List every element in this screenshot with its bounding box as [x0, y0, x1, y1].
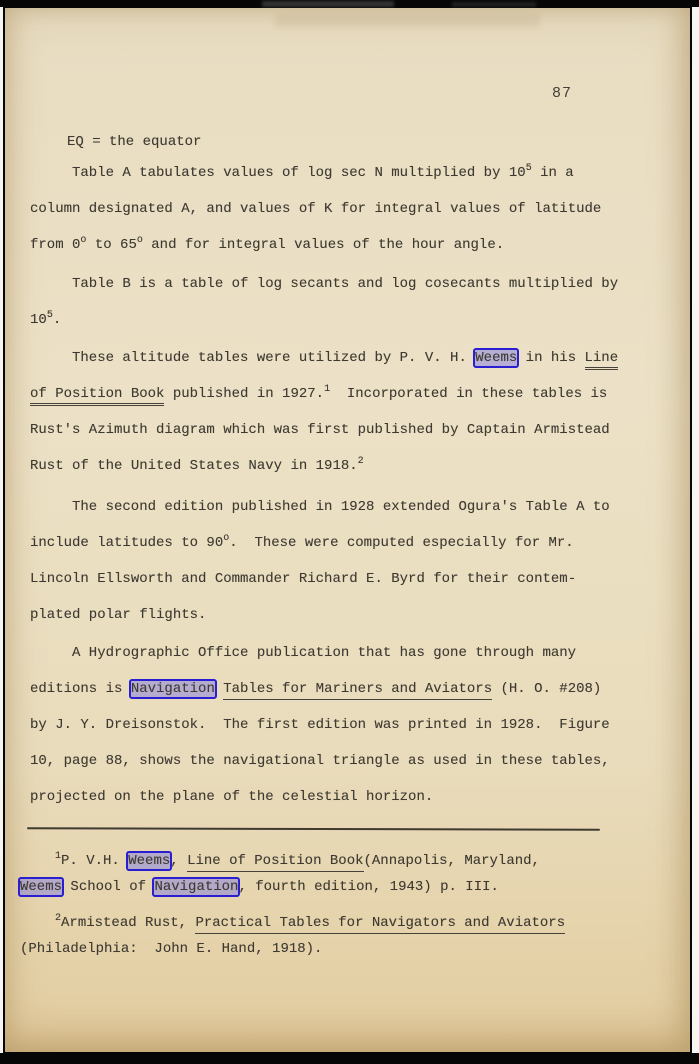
text-line — [30, 412, 638, 448]
highlighted-term: Navigation — [154, 879, 239, 895]
highlighted-term: Weems — [128, 853, 171, 869]
text-line — [30, 191, 638, 227]
text-run: column designated A, and values of K for integral values of latitude — [30, 201, 602, 217]
text-line — [20, 936, 638, 962]
text-run: in his — [517, 350, 585, 366]
text-run: Table B is a table of log secants and log cosecants multiplied by — [72, 276, 619, 292]
text-run: 10, page 88, shows the navigational triangle as used in these tables, — [30, 753, 610, 769]
paragraph-table-a — [30, 155, 638, 263]
superscript: 5 — [46, 310, 53, 321]
text-line — [30, 635, 638, 671]
text-run: and for integral values of the hour angle. — [142, 237, 505, 253]
text-run: . — [52, 312, 62, 328]
text-line — [30, 743, 638, 779]
text-line — [30, 227, 638, 263]
text-run: , — [170, 853, 188, 869]
text-run: P. V.H. — [61, 853, 129, 869]
text-run: Incorporated in these tables is — [330, 386, 608, 402]
underlined-title: Line of Position Book — [187, 853, 363, 872]
document-page — [5, 8, 690, 1052]
scan-edge-left — [0, 7, 3, 1053]
paragraph-weems-tables — [30, 340, 638, 484]
highlighted-term: Weems — [20, 879, 63, 895]
highlighted-term: Weems — [475, 350, 518, 366]
text-run: projected on the plane of the celestial horizon. — [30, 789, 434, 805]
text-run: (H. O. #208) — [492, 681, 602, 697]
underlined-title: Line — [585, 350, 619, 370]
superscript: o — [136, 235, 143, 246]
scan-edge-right — [692, 7, 699, 1053]
underlined-title: of Position Book — [30, 386, 164, 406]
text-line — [30, 671, 638, 707]
text-line — [30, 376, 638, 412]
footnote-2 — [20, 910, 638, 962]
text-line — [30, 302, 638, 338]
paragraph-hydrographic-office — [30, 635, 638, 815]
text-run: editions is — [30, 681, 131, 697]
text-run: (Annapolis, Maryland, — [363, 853, 540, 869]
underlined-title: Tables for Mariners and Aviators — [223, 681, 492, 700]
footnote-separator — [27, 827, 600, 831]
text-run: Rust of the United States Navy in 1918. — [30, 458, 358, 474]
text-line — [20, 874, 638, 900]
text-run: EQ = the equator — [67, 134, 202, 150]
text-line — [30, 707, 638, 743]
text-run: Table A tabulates values of log sec N multiplied by 10 — [72, 165, 526, 181]
text-line — [30, 340, 638, 376]
text-run: published in 1927. — [164, 386, 325, 402]
scan-artifact-smudge — [275, 14, 540, 27]
text-run: A Hydrographic Office publication that has gone through many — [72, 645, 577, 661]
paragraph-table-b — [30, 266, 638, 338]
text-line — [30, 779, 638, 815]
text-line — [30, 848, 638, 874]
text-line — [30, 561, 638, 597]
text-run: by J. Y. Dreisonstok. The first edition was printed in 1928. Figure — [30, 717, 610, 733]
text-run: plated polar flights. — [30, 607, 207, 623]
superscript: o — [223, 533, 230, 544]
text-run: Armistead Rust, — [61, 915, 196, 931]
text-run: include latitudes to 90 — [30, 535, 224, 551]
scan-artifact-smudge — [452, 2, 536, 7]
page-number: 87 — [552, 85, 573, 102]
text-run: 10 — [30, 312, 47, 328]
text-line — [30, 910, 638, 936]
scan-artifact-smudge — [262, 1, 394, 7]
text-run: , fourth edition, 1943) p. III. — [238, 879, 499, 895]
text-run: Lincoln Ellsworth and Commander Richard E. Byrd for their contem- — [30, 571, 577, 587]
text-run: to 65 — [86, 237, 137, 253]
text-run: These altitude tables were utilized by P. V. H. — [72, 350, 476, 366]
text-run — [215, 681, 223, 697]
text-run: School of — [62, 879, 155, 895]
superscript: o — [80, 235, 87, 246]
superscript: 1 — [324, 384, 331, 395]
text-run: in a — [531, 165, 574, 181]
text-line — [30, 266, 638, 302]
underlined-title: Practical Tables for Navigators and Aviators — [195, 915, 565, 934]
text-run: from 0 — [30, 237, 81, 253]
text-run: The second edition published in 1928 extended Ogura's Table A to — [72, 499, 610, 515]
text-run: . These were computed especially for Mr. — [229, 535, 574, 551]
text-line — [30, 597, 638, 633]
superscript: 2 — [55, 913, 62, 924]
highlighted-term: Navigation — [130, 681, 215, 697]
text-line — [30, 155, 638, 191]
text-run: Rust's Azimuth diagram which was first published by Captain Armistead — [30, 422, 610, 438]
text-line — [30, 448, 638, 484]
text-line — [30, 489, 638, 525]
text-run: (Philadelphia: John E. Hand, 1918). — [20, 941, 323, 957]
footnote-1 — [20, 848, 638, 900]
superscript: 1 — [55, 851, 62, 862]
superscript: 2 — [357, 456, 364, 467]
superscript: 5 — [525, 163, 532, 174]
paragraph-second-edition — [30, 489, 638, 633]
text-line — [30, 525, 638, 561]
